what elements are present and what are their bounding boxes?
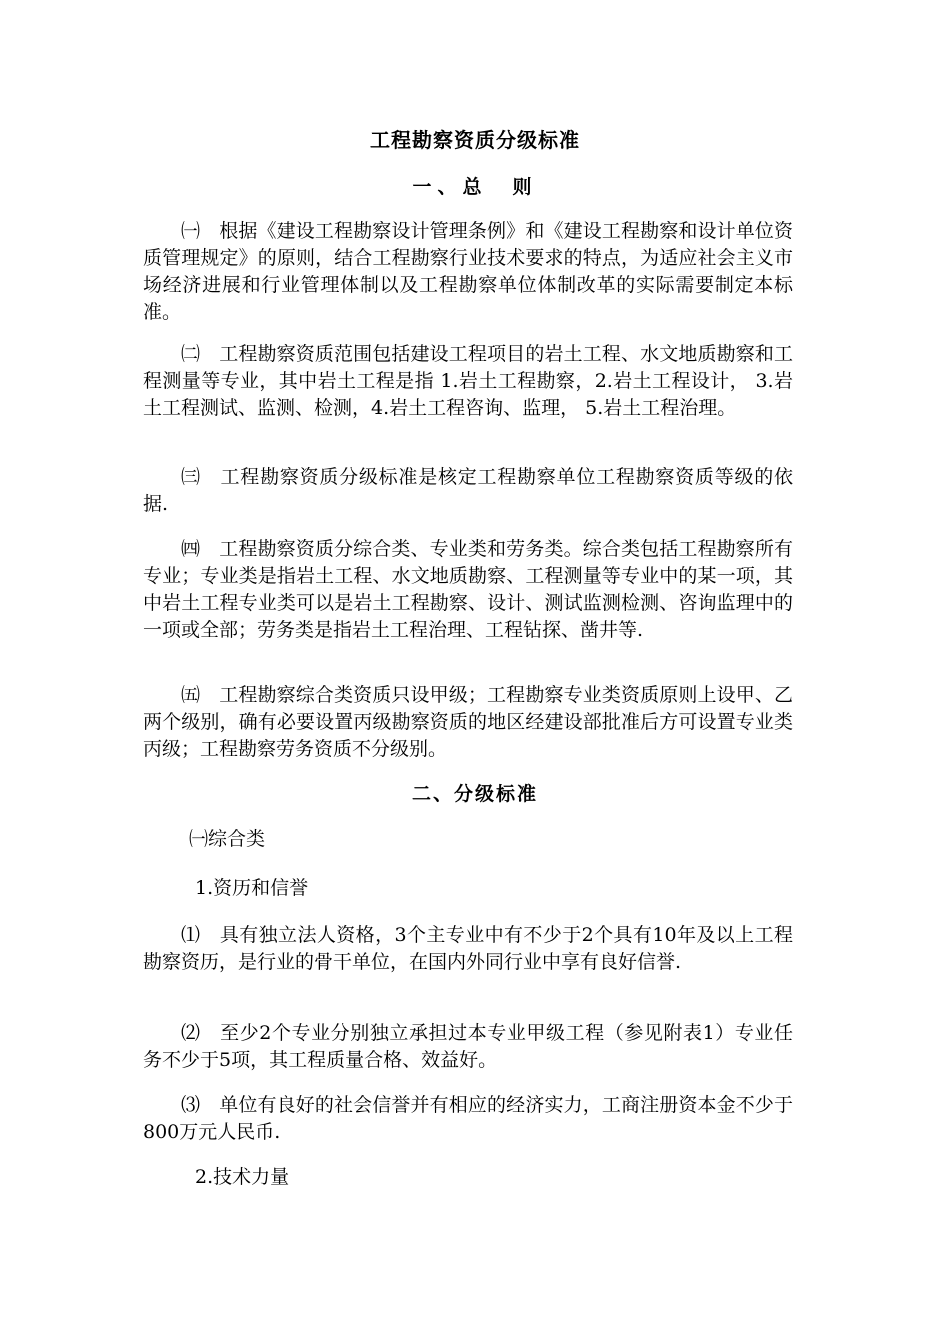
subheading-qualification: 1.资历和信誉: [195, 877, 309, 899]
document-title: 工程勘察资质分级标准: [370, 128, 580, 152]
item-1: ⑴ 具有独立法人资格，3个主专业中有不少于2个具有10年及以上工程勘察资历，是行业的骨干单位，在国内外同行业中享有良好信誉.: [143, 924, 793, 973]
item-2: ⑵ 至少2个专业分别独立承担过本专业甲级工程（参见附表1）专业任务不少于5项，其工程质量合格、效益好。: [143, 1022, 793, 1071]
category-heading: ㈠综合类: [189, 828, 266, 850]
section-heading-general: 一、总 则: [412, 176, 538, 198]
paragraph-1: ㈠ 根据《建设工程勘察设计管理条例》和《建设工程勘察和设计单位资质管理规定》的原则，结合工程勘察行业技术要求的特点，为适应社会主义市场经济进展和行业管理体制以及工程勘察单位体制改革的实际需要制定本标准。: [143, 220, 793, 323]
subheading-technical: 2.技术力量: [195, 1166, 290, 1188]
paragraph-3: ㈢ 工程勘察资质分级标准是核定工程勘察单位工程勘察资质等级的依据.: [143, 466, 793, 515]
paragraph-4: ㈣ 工程勘察资质分综合类、专业类和劳务类。综合类包括工程勘察所有专业；专业类是指岩土工程、水文地质勘察、工程测量等专业中的某一项，其中岩土工程专业类可以是岩土工程勘察、设计、测试监测检测、咨询监理中的一项或全部；劳务类是指岩土工程治理、工程钻探、凿井等.: [143, 538, 793, 641]
paragraph-5: ㈤ 工程勘察综合类资质只设甲级；工程勘察专业类资质原则上设甲、乙两个级别，确有必要设置丙级勘察资质的地区经建设部批准后方可设置专业类丙级；工程勘察劳务资质不分级别。: [143, 684, 793, 760]
section-heading-grading: 二、分级标准: [411, 783, 538, 805]
paragraph-2: ㈡ 工程勘察资质范围包括建设工程项目的岩土工程、水文地质勘察和工程测量等专业，其中岩土工程是指 1.岩土工程勘察，2.岩土工程设计， 3.岩土工程测试、监测、检测，4.岩土工程咨询、监理， 5.岩土工程治理。: [143, 343, 793, 419]
item-3: ⑶ 单位有良好的社会信誉并有相应的经济实力，工商注册资本金不少于800万元人民币.: [143, 1094, 793, 1143]
